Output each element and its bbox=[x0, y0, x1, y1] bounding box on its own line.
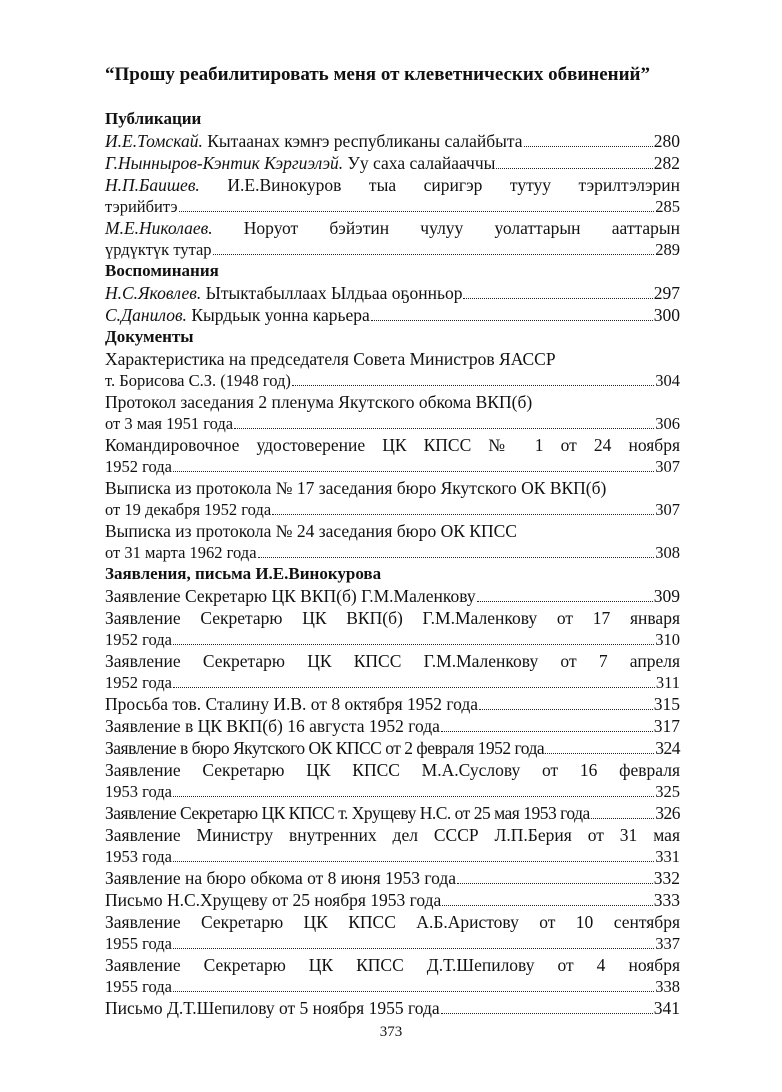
toc-line bbox=[105, 737, 680, 759]
toc-line bbox=[105, 477, 680, 499]
toc-entry[interactable] bbox=[105, 954, 680, 997]
toc-entry[interactable] bbox=[105, 824, 680, 867]
dot-leader bbox=[371, 320, 653, 321]
entry-text bbox=[105, 348, 556, 370]
page-title: “Прошу реабилитировать меня от клеветнических обвинений” bbox=[105, 64, 650, 85]
entry-title: Заявление в ЦК ВКП(б) 16 августа 1952 года bbox=[105, 716, 440, 736]
entry-text bbox=[105, 997, 440, 1019]
toc-entry[interactable] bbox=[105, 911, 680, 954]
entry-title: Заявление Секретарю ЦК КПСС т. Хрущеву Н.С. от 25 мая 1953 года bbox=[105, 803, 590, 823]
dot-leader bbox=[479, 709, 653, 710]
entry-title: Характеристика на председателя Совета Министров ЯАССР bbox=[105, 349, 556, 369]
entry-page-number: 308 bbox=[655, 543, 680, 562]
toc-line bbox=[105, 520, 680, 542]
dot-leader bbox=[179, 211, 655, 212]
toc-entry[interactable] bbox=[105, 217, 680, 260]
dot-leader bbox=[591, 818, 654, 819]
entry-title: Заявление Секретарю ЦК КПСС Г.М.Маленкову от 7 апреля bbox=[105, 651, 680, 671]
entry-text bbox=[105, 976, 172, 997]
entry-title: 1952 года bbox=[105, 673, 172, 692]
entry-title: Выписка из протокола № 17 заседания бюро Якутского ОК ВКП(б) bbox=[105, 478, 607, 498]
entry-title: Заявление в бюро Якутского ОК КПСС от 2 февраля 1952 года bbox=[105, 738, 545, 758]
entry-title: Просьба тов. Сталину И.В. от 8 октября 1952 года bbox=[105, 694, 479, 714]
entry-author: Н.С.Яковлев. bbox=[105, 283, 202, 303]
toc-line bbox=[105, 174, 680, 196]
entry-text bbox=[105, 954, 680, 976]
entry-text bbox=[105, 781, 172, 802]
dot-leader bbox=[441, 1013, 653, 1014]
toc-entry[interactable] bbox=[105, 759, 680, 802]
entry-title: 1953 года bbox=[105, 847, 172, 866]
entry-title: от 3 мая 1951 года bbox=[105, 414, 234, 433]
toc-line bbox=[105, 391, 680, 413]
entry-page-number: 315 bbox=[653, 694, 680, 714]
dot-leader bbox=[213, 254, 655, 255]
entry-title: Заявление Секретарю ЦК КПСС Д.Т.Шепилову от 4 ноября bbox=[105, 955, 680, 975]
toc-entry[interactable] bbox=[105, 715, 680, 737]
entry-text bbox=[105, 174, 680, 196]
entry-page-number: 341 bbox=[653, 998, 680, 1018]
toc-line bbox=[105, 889, 680, 911]
entry-text bbox=[105, 152, 495, 174]
toc-line bbox=[105, 456, 680, 477]
toc-line bbox=[105, 499, 680, 520]
entry-page-number: 310 bbox=[655, 630, 680, 649]
toc-line bbox=[105, 348, 680, 370]
table-of-contents bbox=[105, 108, 680, 1019]
dot-leader bbox=[173, 471, 654, 472]
dot-leader bbox=[173, 861, 654, 862]
entry-text bbox=[105, 239, 212, 260]
entry-title: Норуот бэйэтин чулуу уолаттарын ааттарын bbox=[212, 218, 680, 238]
section-heading: Заявления, письма И.Е.Винокурова bbox=[105, 564, 382, 583]
entry-text bbox=[105, 672, 172, 693]
toc-line bbox=[105, 413, 680, 434]
entry-author: М.Е.Николаев. bbox=[105, 218, 213, 238]
entry-title: Ытыктабыллаах Ылдьаа оҕонньор bbox=[201, 283, 463, 303]
entry-author: Н.П.Баишев. bbox=[105, 175, 200, 195]
entry-author: Г.Нынныров-Кэнтик Кэргиэлэй. bbox=[105, 153, 344, 173]
toc-line bbox=[105, 650, 680, 672]
entry-page-number: 282 bbox=[653, 153, 680, 173]
dot-leader bbox=[463, 298, 652, 299]
toc-line bbox=[105, 672, 680, 693]
toc-line bbox=[105, 715, 680, 737]
entry-page-number: 306 bbox=[655, 414, 680, 433]
entry-text bbox=[105, 434, 680, 456]
entry-text bbox=[105, 889, 441, 911]
entry-page-number: 297 bbox=[653, 283, 680, 303]
toc-entry[interactable] bbox=[105, 867, 680, 889]
toc-entry[interactable] bbox=[105, 737, 680, 759]
entry-page-number: 300 bbox=[653, 305, 680, 325]
toc-entry[interactable] bbox=[105, 585, 680, 607]
toc-entry[interactable] bbox=[105, 434, 680, 477]
entry-text bbox=[105, 846, 172, 867]
toc-line bbox=[105, 781, 680, 802]
toc-entry[interactable] bbox=[105, 802, 680, 824]
toc-line bbox=[105, 282, 680, 304]
entry-title: Командировочное удостоверение ЦК КПСС № 1 от 24 ноября bbox=[105, 435, 680, 455]
entry-title: Уу саха салайааччы bbox=[343, 153, 496, 173]
toc-line bbox=[105, 759, 680, 781]
entry-text bbox=[105, 650, 680, 672]
entry-page-number: 332 bbox=[653, 868, 680, 888]
dot-leader bbox=[292, 385, 654, 386]
dot-leader bbox=[173, 991, 654, 992]
entry-page-number: 280 bbox=[653, 131, 680, 151]
entry-author: С.Данилов. bbox=[105, 305, 187, 325]
entry-text bbox=[105, 715, 440, 737]
toc-entry[interactable] bbox=[105, 152, 680, 174]
section-heading: Воспоминания bbox=[105, 261, 219, 280]
entry-text bbox=[105, 370, 291, 391]
dot-leader bbox=[258, 557, 655, 558]
entry-text bbox=[105, 217, 680, 239]
page-number: 373 bbox=[379, 1024, 403, 1040]
entry-page-number: 337 bbox=[655, 934, 680, 953]
entry-page-number: 285 bbox=[655, 197, 680, 216]
toc-line bbox=[105, 997, 680, 1019]
entry-text bbox=[105, 585, 476, 607]
entry-author: И.Е.Томскай. bbox=[105, 131, 203, 151]
entry-title: Заявление Секретарю ЦК ВКП(б) Г.М.Маленкову от 17 января bbox=[105, 608, 680, 628]
dot-leader bbox=[173, 948, 654, 949]
toc-line bbox=[105, 846, 680, 867]
entry-page-number: 311 bbox=[655, 673, 680, 692]
entry-title: Заявление Секретарю ЦК КПСС А.Б.Аристову от 10 сентября bbox=[105, 912, 680, 932]
entry-title: Заявление на бюро обкома от 8 июня 1953 года bbox=[105, 868, 457, 888]
entry-title: 1953 года bbox=[105, 782, 172, 801]
toc-line bbox=[105, 933, 680, 954]
dot-leader bbox=[173, 644, 654, 645]
entry-text bbox=[105, 607, 680, 629]
entry-title: 1952 года bbox=[105, 457, 172, 476]
toc-line bbox=[105, 976, 680, 997]
toc-entry[interactable] bbox=[105, 520, 680, 563]
entry-title: Протокол заседания 2 пленума Якутского обкома ВКП(б) bbox=[105, 392, 533, 412]
toc-line bbox=[105, 542, 680, 563]
entry-text bbox=[105, 542, 257, 563]
dot-leader bbox=[477, 601, 653, 602]
dot-leader bbox=[173, 687, 655, 688]
entry-title: Заявление Секретарю ЦК КПСС М.А.Суслову от 16 февраля bbox=[105, 760, 680, 780]
entry-page-number: 338 bbox=[655, 977, 680, 996]
entry-title: Выписка из протокола № 24 заседания бюро ОК КПСС bbox=[105, 521, 517, 541]
entry-text bbox=[105, 413, 233, 434]
entry-text bbox=[105, 911, 680, 933]
toc-entry[interactable] bbox=[105, 997, 680, 1019]
section-heading: Документы bbox=[105, 327, 194, 346]
toc-line bbox=[105, 802, 680, 824]
entry-text bbox=[105, 824, 680, 846]
toc-line bbox=[105, 824, 680, 846]
entry-title: Письмо Н.С.Хрущеву от 25 ноября 1953 года bbox=[105, 890, 442, 910]
toc-entry[interactable] bbox=[105, 391, 680, 434]
toc-line bbox=[105, 693, 680, 715]
toc-entry[interactable] bbox=[105, 174, 680, 217]
entry-text bbox=[105, 456, 172, 477]
entry-text bbox=[105, 759, 680, 781]
entry-page-number: 307 bbox=[655, 500, 680, 519]
entry-title: 1952 года bbox=[105, 630, 172, 649]
toc-line bbox=[105, 217, 680, 239]
entry-text bbox=[105, 933, 172, 954]
toc-line bbox=[105, 304, 680, 326]
entry-page-number: 309 bbox=[653, 586, 680, 606]
toc-line bbox=[105, 370, 680, 391]
toc-line bbox=[105, 196, 680, 217]
entry-page-number: 326 bbox=[655, 803, 680, 823]
entry-text bbox=[105, 196, 178, 217]
entry-page-number: 333 bbox=[653, 890, 680, 910]
entry-page-number: 307 bbox=[655, 457, 680, 476]
toc-entry[interactable] bbox=[105, 607, 680, 650]
entry-text bbox=[105, 802, 590, 824]
entry-page-number: 331 bbox=[655, 847, 680, 866]
toc-line bbox=[105, 954, 680, 976]
toc-line bbox=[105, 629, 680, 650]
dot-leader bbox=[457, 883, 653, 884]
toc-entry[interactable] bbox=[105, 693, 680, 715]
dot-leader bbox=[545, 753, 654, 754]
entry-page-number: 289 bbox=[655, 240, 680, 259]
entry-title: от 31 марта 1962 года bbox=[105, 543, 257, 562]
dot-leader bbox=[524, 146, 653, 147]
entry-text bbox=[105, 629, 172, 650]
entry-title: от 19 декабря 1952 года bbox=[105, 500, 272, 519]
entry-title: т. Борисова С.З. (1948 год) bbox=[105, 371, 291, 390]
entry-text bbox=[105, 737, 544, 759]
entry-title: Кытаанах кэмҥэ республиканы салайбыта bbox=[202, 131, 523, 151]
toc-entry[interactable] bbox=[105, 348, 680, 391]
entry-title: Кырдьык уонна карьера bbox=[186, 305, 370, 325]
toc-line bbox=[105, 867, 680, 889]
dot-leader bbox=[441, 731, 653, 732]
toc-line bbox=[105, 607, 680, 629]
entry-page-number: 304 bbox=[655, 371, 680, 390]
toc-entry[interactable] bbox=[105, 650, 680, 693]
entry-page-number: 324 bbox=[655, 738, 680, 758]
entry-text bbox=[105, 477, 606, 499]
toc-entry[interactable] bbox=[105, 282, 680, 304]
entry-page-number: 325 bbox=[655, 782, 680, 801]
toc-line bbox=[105, 911, 680, 933]
entry-title: И.Е.Винокуров тыа сиригэр тутуу тэрилтэлэрин bbox=[199, 175, 680, 195]
entry-title: тэрийбитэ bbox=[105, 197, 178, 216]
entry-text bbox=[105, 520, 517, 542]
toc-entry[interactable] bbox=[105, 477, 680, 520]
entry-title: Заявление Секретарю ЦК ВКП(б) Г.М.Маленкову bbox=[105, 586, 476, 606]
entry-title: 1955 года bbox=[105, 977, 172, 996]
entry-text bbox=[105, 499, 271, 520]
entry-text bbox=[105, 304, 370, 326]
toc-line bbox=[105, 585, 680, 607]
toc-line bbox=[105, 152, 680, 174]
dot-leader bbox=[442, 905, 652, 906]
entry-title: Письмо Д.Т.Шепилову от 5 ноября 1955 года bbox=[105, 998, 440, 1018]
toc-line bbox=[105, 434, 680, 456]
section-heading: Публикации bbox=[105, 109, 202, 128]
toc-line bbox=[105, 130, 680, 152]
dot-leader bbox=[272, 514, 654, 515]
toc-entry[interactable] bbox=[105, 304, 680, 326]
toc-line bbox=[105, 239, 680, 260]
entry-title: үрдүктүк тутар bbox=[105, 240, 212, 259]
entry-title: Заявление Министру внутренних дел СССР Л.П.Берия от 31 мая bbox=[105, 825, 680, 845]
entry-page-number: 317 bbox=[653, 716, 680, 736]
entry-text bbox=[105, 693, 478, 715]
dot-leader bbox=[173, 796, 654, 797]
entry-text bbox=[105, 130, 523, 152]
dot-leader bbox=[234, 428, 654, 429]
toc-entry[interactable] bbox=[105, 889, 680, 911]
entry-text bbox=[105, 867, 456, 889]
dot-leader bbox=[496, 168, 652, 169]
entry-text bbox=[105, 391, 532, 413]
toc-entry[interactable] bbox=[105, 130, 680, 152]
entry-title: 1955 года bbox=[105, 934, 172, 953]
entry-text bbox=[105, 282, 462, 304]
